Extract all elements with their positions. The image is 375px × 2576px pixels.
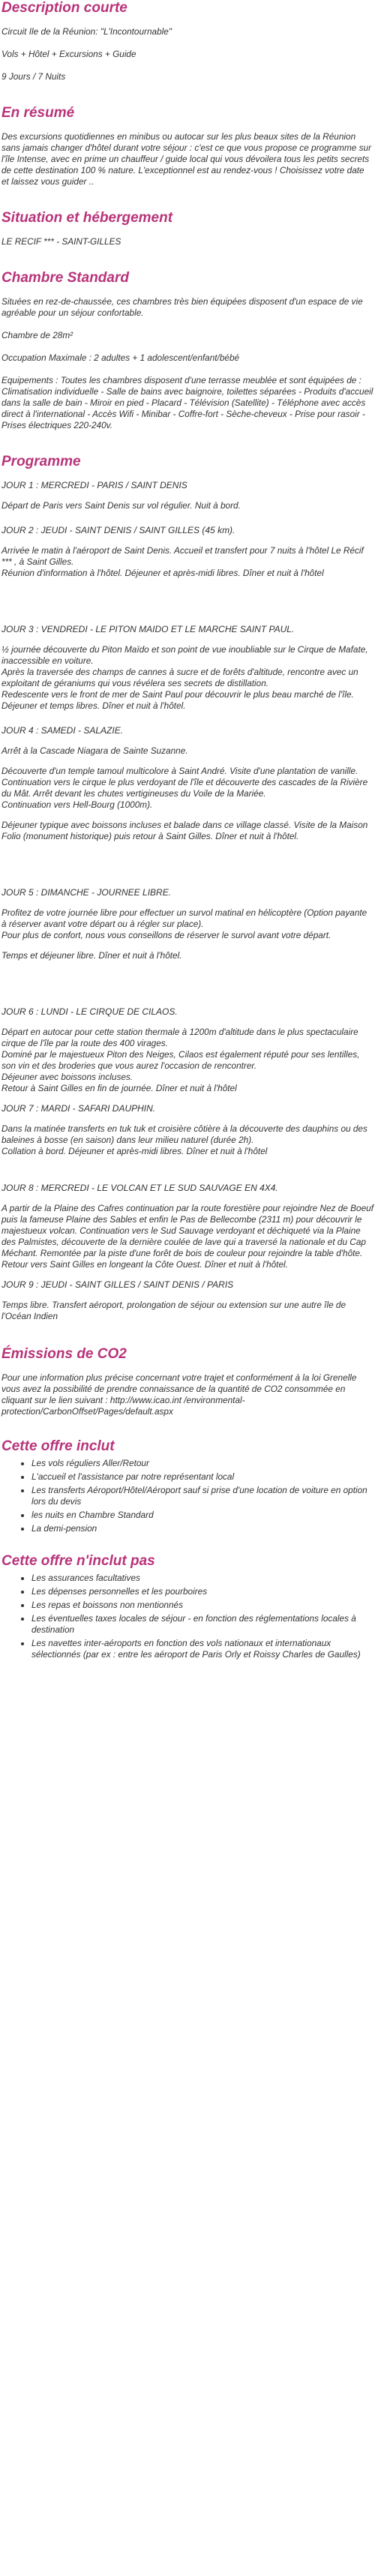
list-item: • Les assurances facultatives	[32, 1573, 374, 1584]
programme-days	[2, 480, 374, 1336]
programme-day	[2, 480, 374, 525]
programme-day	[2, 1279, 374, 1336]
day-paragraph: Découverte d'un temple tamoul multicolore à Saint André. Visite d'une plantation de vanille. Continuation vers le cirque le plus verdoyant de l'île et découverte des cascades de la Rivière du Mât. Arrêt devant les chutes vertigineuses du Voile de la Mariée. Continuation vers Hell-Bourg (1000m).	[2, 766, 368, 810]
day-title: JOUR 9 : JEUDI - SAINT GILLES / SAINT DENIS / PARIS	[2, 1279, 234, 1290]
list-item: • Les navettes inter-aéroports en fonction des vols nationaux et internationaux sélectionnés (par ex : entre les aéroport de Paris Orly et Roissy Charles de Gaulles)	[32, 1638, 374, 1660]
programme-day	[2, 1103, 374, 1183]
day-paragraph: Dans la matinée transferts en tuk tuk et croisière côtière à la découverte des dauphins ou des baleines à bosse (en saison) dans leur milieu naturel (durée 2h). Collation à bord. Déjeuner et après-midi libres. Dîner et nuit à l'hôtel	[2, 1123, 368, 1156]
day-paragraph: A partir de la Plaine des Cafres continuation par la route forestière pour rejoindre Nez de Boeuf puis la fameuse Plaine des Sables et enfin le Pas de Bellecombe (2311 m) pour découvrir le majestueux volcan. Continuation vers le Sud Sauvage verdoyant et déchiqueté via la Plaine des Palmistes, découverte de la dernière coulée de lave qui a traversé la nationale et du Cap Méchant. Remontée par la piste d'une forêt de bois de couleur pour rejoindre la table d'hôte. Retour vers Saint Gilles en longeant la Côte Ouest. Dîner et nuit à l'hôtel.	[2, 1203, 374, 1270]
list-item: • Les transferts Aéroport/Hôtel/Aéroport sauf si prise d'une location de voiture en option lors du devis	[32, 1485, 374, 1507]
list-item: • Les dépenses personnelles et les pourboires	[32, 1586, 374, 1597]
description-line-2: Vols + Hôtel + Excursions + Guide	[2, 49, 136, 59]
programme-day	[2, 725, 374, 887]
situation-heading: Situation et hébergement	[2, 210, 173, 226]
ninclut-heading: Cette offre n'inclut pas	[2, 1553, 155, 1569]
hotel-name: LE RECIF *** - SAINT-GILLES	[2, 236, 122, 247]
resume-heading: En résumé	[2, 105, 75, 121]
description-heading: Description courte	[2, 0, 128, 16]
day-title: JOUR 6 : LUNDI - LE CIRQUE DE CILAOS.	[2, 1006, 178, 1017]
programme-heading: Programme	[2, 454, 81, 469]
inclut-section	[0, 1438, 375, 1534]
emissions-section	[0, 1346, 375, 1417]
day-paragraph: Arrêt à la Cascade Niagara de Sainte Suzanne.	[2, 745, 188, 756]
programme-day	[2, 624, 374, 725]
day-paragraph: Temps libre. Transfert aéroport, prolongation de séjour ou extension sur une autre île de l'Océan Indien	[2, 1300, 346, 1321]
day-title: JOUR 1 : MERCREDI - PARIS / SAINT DENIS	[2, 480, 188, 490]
day-title: JOUR 5 : DIMANCHE - JOURNEE LIBRE.	[2, 887, 172, 898]
day-title: JOUR 8 : MERCREDI - LE VOLCAN ET LE SUD SAUVAGE EN 4X4.	[2, 1183, 278, 1193]
chambre-section	[0, 270, 375, 431]
inclut-list	[2, 1458, 374, 1534]
description-line-3: 9 Jours / 7 Nuits	[2, 71, 66, 82]
emissions-text: Pour une information plus précise concernant votre trajet et conformément à la loi Grenelle vous avez la possibilité de prendre connaissance de la quantité de CO2 consommée en cliquant sur le lien suivant : http://www.icao.int /environmental-protection/CarbonOffset/Pages/default.aspx	[2, 1372, 357, 1417]
emissions-heading: Émissions de CO2	[2, 1346, 127, 1362]
programme-day	[2, 1183, 374, 1279]
day-paragraph: Départ en autocar pour cette station thermale à 1200m d'altitude dans le plus spectaculaire cirque de l'île par la route des 400 virages. Dominé par le majestueux Piton des Neiges, Cilaos est également réputé pour ses lentilles, son vin et des broderies que vous aurez l'occasion de rencontrer. Déjeuner avec boissons incluses. Retour à Saint Gilles en fin de journée. Dîner et nuit à l'hôtel	[2, 1027, 360, 1093]
day-title: JOUR 3 : VENDREDI - LE PITON MAIDO ET LE MARCHE SAINT PAUL.	[2, 624, 295, 634]
inclut-heading: Cette offre inclut	[2, 1438, 115, 1454]
list-item: • les nuits en Chambre Standard	[32, 1510, 374, 1521]
ninclut-list	[2, 1573, 374, 1660]
day-paragraph: Départ de Paris vers Saint Denis sur vol régulier. Nuit à bord.	[2, 500, 241, 511]
day-title: JOUR 4 : SAMEDI - SALAZIE.	[2, 725, 124, 736]
day-title: JOUR 2 : JEUDI - SAINT DENIS / SAINT GILLES (45 km).	[2, 525, 236, 535]
day-paragraph: Temps et déjeuner libre. Dîner et nuit à l'hôtel.	[2, 950, 182, 961]
chambre-paragraph: Equipements : Toutes les chambres disposent d'une terrasse meublée et sont équipées de : Climatisation individuelle - Salle de bains avec baignoire, toilettes séparées - Produits d'accueil dans la salle de bain - Miroir en pied - Placard - Télévision (Satellite) - Téléphone avec accès direct à l'international - Accès Wifi - Minibar - Coffre-fort - Sèche-cheveux - Prise pour rasoir - Prises électriques 220-240v.	[2, 375, 374, 430]
description-line-1: Circuit Ile de la Réunion: "L'Incontournable"	[2, 26, 172, 37]
situation-section	[0, 210, 375, 247]
resume-section	[0, 105, 375, 187]
list-item: • L'accueil et l'assistance par notre représentant local	[32, 1471, 374, 1483]
chambre-paragraph: Chambre de 28m²	[2, 330, 74, 340]
chambre-heading: Chambre Standard	[2, 270, 129, 286]
chambre-paragraph: Situées en rez-de-chaussée, ces chambres très bien équipées disposent d'un espace de vie agréable pour un séjour confortable.	[2, 296, 363, 318]
programme-day	[2, 525, 374, 624]
day-title: JOUR 7 : MARDI - SAFARI DAUPHIN.	[2, 1103, 156, 1114]
programme-day	[2, 887, 374, 1006]
programme-section	[0, 454, 375, 1336]
day-paragraph: ½ journée découverte du Piton Maïdo et son point de vue inoubliable sur le Cirque de Mafate, inaccessible en voiture. Après la traversée des champs de cannes à sucre et de forêts d'altitude, rencontre avec un exploitant de géraniums qui vous révélera ses secrets de distillation. Redescente vers le front de mer de Saint Paul pour découvrir le plus beau marché de l'île. Déjeuner et temps libres. Dîner et nuit à l'hôtel.	[2, 644, 368, 711]
description-section	[0, 0, 375, 82]
resume-text: Des excursions quotidiennes en minibus ou autocar sur les plus beaux sites de la Réunion sans jamais changer d'hôtel durant votre séjour : c'est ce que vous propose ce programme sur l'île Intense, avec en prime un chauffeur / guide local qui vous dévoilera tous les petits secrets de cette destination 100 % nature. L'exceptionnel est au rendez-vous ! Choisissez votre date et laissez vous guider ..	[2, 131, 372, 187]
day-paragraph: Arrivée le matin à l'aéroport de Saint Denis. Accueil et transfert pour 7 nuits à l'hôtel Le Récif *** , à Saint Gilles. Réunion d'information à l'hôtel. Déjeuner et après-midi libres. Dîner et nuit à l'hôtel	[2, 545, 364, 578]
day-paragraph: Profitez de votre journée libre pour effectuer un survol matinal en hélicoptère (Option payante à réserver avant votre départ ou à régler sur place). Pour plus de confort, nous vous conseillons de réserver le survol avant votre départ.	[2, 907, 368, 940]
list-item: • Les vols réguliers Aller/Retour	[32, 1458, 374, 1469]
list-item: • Les repas et boissons non mentionnés	[32, 1600, 374, 1611]
day-paragraph: Déjeuner typique avec boissons incluses et balade dans ce village classé. Visite de la Maison Folio (monument historique) puis retour à Saint Gilles. Dîner et nuit à l'hôtel.	[2, 820, 368, 841]
chambre-paragraph: Occupation Maximale : 2 adultes + 1 adolescent/enfant/bébé	[2, 352, 240, 363]
ninclut-section	[0, 1553, 375, 1660]
list-item: • Les éventuelles taxes locales de séjour - en fonction des réglementations locales à destination	[32, 1613, 374, 1636]
programme-day	[2, 1006, 374, 1103]
list-item: • La demi-pension	[32, 1523, 374, 1534]
